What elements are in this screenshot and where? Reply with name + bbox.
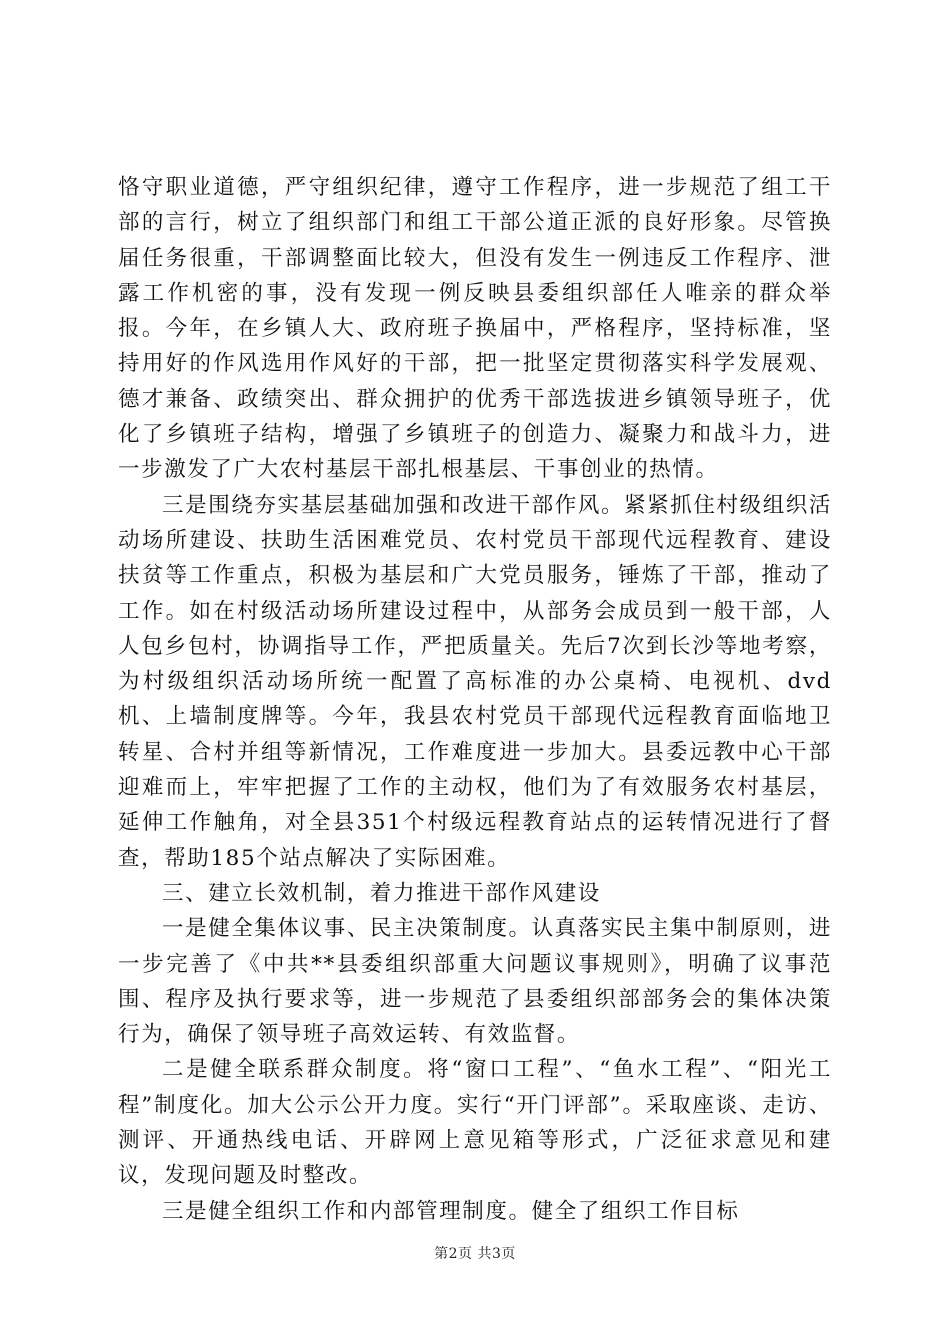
paragraph: 三是健全组织工作和内部管理制度。健全了组织工作目标 [162,1198,740,1224]
paragraph: 一是健全集体议事、民主决策制度。认真落实民主集中制原则，进一步完善了《中共**县委组织部重大问题议事规则》，明确了议事范围、程序及执行要求等，进一步规范了县委组织部部务会的集体决策行为，确保了领导班子高效运转、有效监督。 [118,916,832,1048]
paragraph: 三是围绕夯实基层基础加强和改进干部作风。紧紧抓住村级组织活动场所建设、扶助生活困难党员、农村党员干部现代远程教育、建设扶贫等工作重点，积极为基层和广大党员服务，锤炼了干部，推动了工作。如在村级活动场所建设过程中，从部务会成员到一般干部，人人包乡包村，协调指导工作，严把质量关。先后7次到长沙等地考察，为村级组织活动场所统一配置了高标准的办公桌椅、电视机、dvd机、上墙制度牌等。今年，我县农村党员干部现代远程教育面临地卫转星、合村并组等新情况，工作难度进一步加大。县委远教中心干部迎难而上，牢牢把握了工作的主动权，他们为了有效服务农村基层，延伸工作触角，对全县351个村级远程教育站点的运转情况进行了督查，帮助185个站点解决了实际困难。 [118,492,832,871]
page-number-footer: 第2页 共3页 [434,1246,516,1262]
section-heading: 三、建立长效机制，着力推进干部作风建设 [162,880,601,906]
paragraph: 二是健全联系群众制度。将“窗口工程”、“鱼水工程”、“阳光工程”制度化。加大公示公开力度。实行“开门评部”。采取座谈、走访、测评、开通热线电话、开辟网上意见箱等形式，广泛征求意见和建议，发现问题及时整改。 [118,1057,832,1189]
paragraph: 恪守职业道德，严守组织纪律，遵守工作程序，进一步规范了组工干部的言行，树立了组织部门和组工干部公道正派的良好形象。尽管换届任务很重，干部调整面比较大，但没有发生一例违反工作程序、泄露工作机密的事，没有发现一例反映县委组织部任人唯亲的群众举报。今年，在乡镇人大、政府班子换届中，严格程序，坚持标准，坚持用好的作风选用作风好的干部，把一批坚定贯彻落实科学发展观、德才兼备、政绩突出、群众拥护的优秀干部选拔进乡镇领导班子，优化了乡镇班子结构，增强了乡镇班子的创造力、凝聚力和战斗力，进一步激发了广大农村基层干部扎根基层、干事创业的热情。 [118,175,832,483]
document-body [118,170,832,1229]
